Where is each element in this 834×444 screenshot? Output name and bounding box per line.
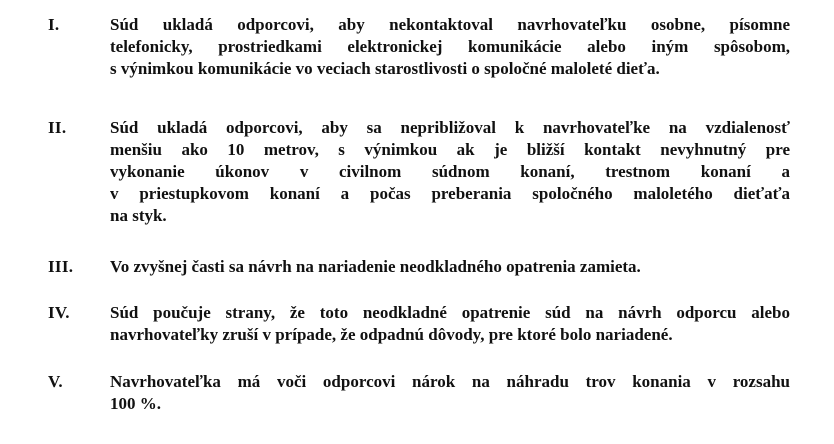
- text-line: menšiu ako 10 metrov, s výnimkou ak je bližší kontakt nevyhnutný pre: [110, 140, 790, 159]
- item-text: [110, 14, 790, 80]
- text-line: v priestupkovom konaní a počas preberania spoločného maloletého dieťaťa: [110, 184, 790, 203]
- item-text: [110, 302, 790, 346]
- text-line: telefonicky, prostriedkami elektronickej komunikácie alebo iným spôsobom,: [110, 37, 790, 56]
- text-line: Navrhovateľka má voči odporcovi nárok na náhradu trov konania v rozsahu: [110, 372, 790, 391]
- item-numeral: IV.: [48, 303, 70, 322]
- text-line: s výnimkou komunikácie vo veciach starostlivosti o spoločné maloleté dieťa.: [110, 59, 660, 78]
- item-numeral: V.: [48, 372, 63, 391]
- item-numeral: III.: [48, 257, 74, 276]
- item-text: [110, 256, 790, 278]
- text-line: navrhovateľky zruší v prípade, že odpadnú dôvody, pre ktoré bolo nariadené.: [110, 325, 673, 344]
- text-line: vykonanie úkonov v civilnom súdnom konaní, trestnom konaní a: [110, 162, 790, 181]
- text-line: Súd poučuje strany, že toto neodkladné opatrenie súd na návrh odporcu alebo: [110, 303, 790, 322]
- item-text: [110, 371, 790, 415]
- text-line: Súd ukladá odporcovi, aby sa nepribližoval k navrhovateľke na vzdialenosť: [110, 118, 790, 137]
- text-line: na styk.: [110, 206, 167, 225]
- text-line: Súd ukladá odporcovi, aby nekontaktoval navrhovateľku osobne, písomne: [110, 15, 790, 34]
- item-numeral: II.: [48, 118, 67, 137]
- item-text: [110, 117, 790, 227]
- text-line: 100 %.: [110, 394, 161, 413]
- item-numeral: I.: [48, 15, 60, 34]
- text-line: Vo zvyšnej časti sa návrh na nariadenie neodkladného opatrenia zamieta.: [110, 257, 641, 276]
